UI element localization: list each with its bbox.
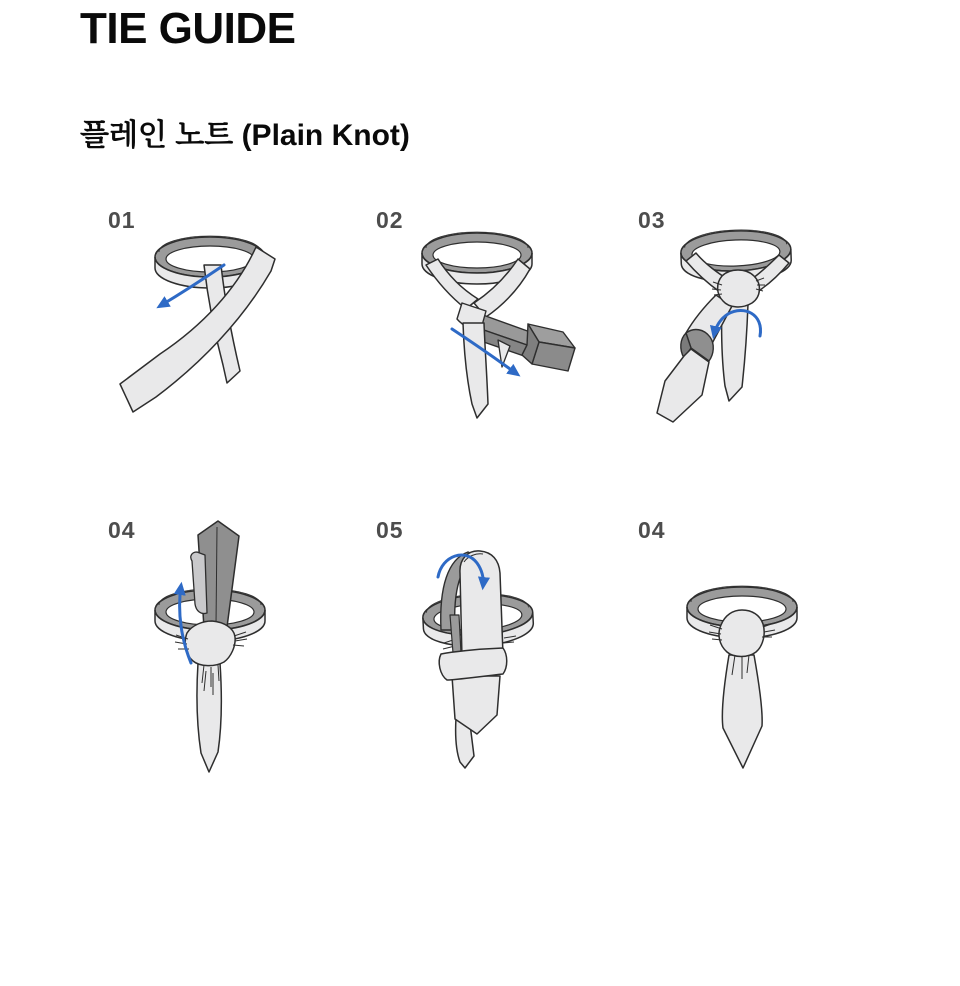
step-6-illustration — [618, 515, 858, 790]
wide-end-dark — [475, 315, 575, 371]
step-5-illustration — [356, 515, 596, 790]
step-4-illustration — [88, 515, 328, 790]
step-card-4 — [88, 515, 328, 790]
step-card-5 — [356, 515, 596, 790]
page-title: TIE GUIDE — [80, 4, 296, 53]
narrow-end — [197, 663, 221, 772]
knot-wrap — [439, 648, 507, 680]
collar-loop — [422, 232, 532, 317]
step-2-illustration — [356, 205, 596, 440]
step-card-1 — [88, 205, 328, 440]
step-3-number: 03 — [638, 207, 666, 233]
step-card-2 — [356, 205, 596, 440]
step-5-number: 05 — [376, 517, 404, 543]
step-2-number: 02 — [376, 207, 404, 233]
step-1-illustration — [88, 205, 328, 440]
step-1-number: 01 — [108, 207, 136, 233]
wide-end — [657, 295, 732, 422]
step-6-number: 04 — [638, 517, 666, 543]
step-card-3 — [618, 205, 858, 440]
step-4-number: 04 — [108, 517, 136, 543]
step-3-illustration — [618, 205, 858, 440]
section-title: 플레인 노트 (Plain Knot) — [80, 119, 410, 152]
step-card-6 — [618, 515, 858, 790]
